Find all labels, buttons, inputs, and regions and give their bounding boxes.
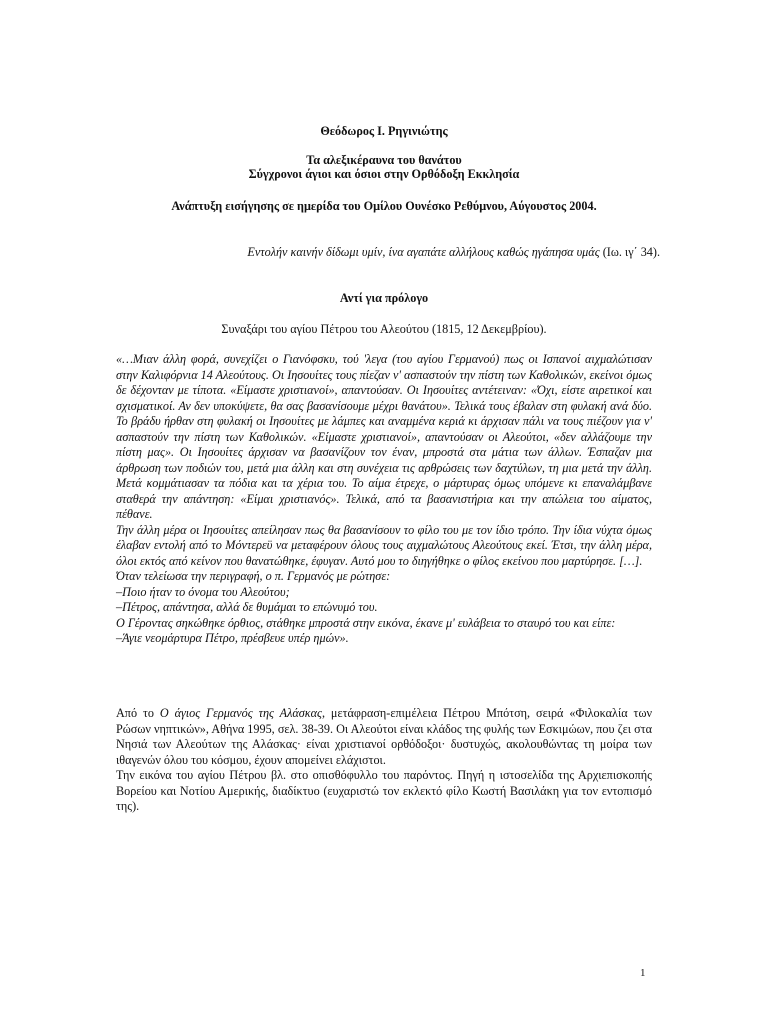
quote-paragraph: Ο Γέροντας σηκώθηκε όρθιος, στάθηκε μπροστά στην εικόνα, έκανε μ' ευλάβεια το σταυρό του και είπε: (116, 615, 616, 630)
source-prefix: Από το (116, 706, 160, 720)
author-name: Θεόδωρος Ι. Ρηγινιώτης (320, 124, 448, 138)
document-title: Τα αλεξικέραυνα του θανάτου (306, 153, 462, 167)
source-book-title: Ο άγιος Γερμανός της Αλάσκας (159, 706, 322, 720)
quote-paragraph: –Ποιο ήταν το όνομα του Αλεούτου; (116, 584, 290, 599)
epigraph-quote: Εντολήν καινήν δίδωμι υμίν, ίνα αγαπάτε αλλήλους καθώς ηγάπησα υμάς (247, 245, 600, 259)
synaxari-line: Συναξάρι του αγίου Πέτρου του Αλεούτου (1815, 12 Δεκεμβρίου). (221, 322, 547, 336)
quote-paragraph: Την άλλη μέρα οι Ιησουίτες απείλησαν πως θα βασανίσουν το φίλο του με τον ίδιο τρόπο. Την ίδια νύχτα όμως έλαβαν εντολή από το Μόντερεϋ να μεταφέρουν όλους τους αιχμαλώτους Αλεούτους εκεί. Έτσι, την άλλη μέρα, όλοι εκτός από κείνον που θανατώθηκε, έφυγαν. Αυτό μου το διηγήθηκε ο φίλος εκείνου που μαρτύρησε. […]. (116, 522, 652, 568)
section-heading: Αντί για πρόλογο (339, 291, 429, 305)
quote-block (116, 352, 652, 647)
quote-paragraph: –Πέτρος, απάντησα, αλλά δε θυμάμαι το επώνυμό του. (116, 600, 378, 614)
source-rest: , μετάφραση-επιμέλεια Πέτρου Μπότση, σειρά «Φιλοκαλία των Ρώσων νηπτικών», Αθήνα 1995, σελ. 38-39. Οι Αλεούτοι είναι κλάδος της φυλής των Εσκιμώων, που ζει στα Νησιά των Αλεούτων της Αλάσκας· είναι χριστιανοί ορθόδοξοι· δυστυχώς, ακολουθώντας τη μοίρα των ιθαγενών όλου του κόσμου, έχουν απομείνει ελάχιστοι. (116, 706, 652, 767)
epigraph (140, 245, 660, 260)
epigraph-reference: (Ιω. ιγ΄ 34). (599, 245, 660, 259)
image-note-paragraph: Την εικόνα του αγίου Πέτρου βλ. στο οπισθόφυλλο του παρόντος. Πηγή η ιστοσελίδα της Αρχιεπισκοπής Βορείου και Νοτίου Αμερικής, διαδίκτυο (ευχαριστώ τον εκλεκτό φίλο Κωστή Βασιλάκη για τον εντοπισμό της). (116, 768, 652, 813)
presentation-note: Ανάπτυξη εισήγησης σε ημερίδα του Ομίλου Ουνέσκο Ρεθύμνου, Αύγουστος 2004. (171, 199, 597, 213)
source-block (116, 706, 652, 815)
page-number: 1 (640, 967, 646, 979)
quote-paragraph: –Άγιε νεομάρτυρα Πέτρο, πρέσβευε υπέρ ημών». (116, 631, 349, 645)
quote-paragraph: Όταν τελείωσα την περιγραφή, ο π. Γερμανός με ρώτησε: (116, 569, 391, 583)
document-subtitle: Σύγχρονοι άγιοι και όσιοι στην Ορθόδοξη Εκκλησία (248, 167, 520, 181)
quote-paragraph: «…Μιαν άλλη φορά, συνεχίζει ο Γιανόφσκυ, τού 'λεγα (του αγίου Γερμανού) πως οι Ισπανοί αιχμαλώτισαν στην Καλιφόρνια 14 Αλεούτους. Οι Ιησουίτες τους πίεζαν ν' ασπαστούν την πίστη των Καθολικών, εκείνοι όμως δε δέχονταν με τίποτα. «Είμαστε χριστιανοί», απαντούσαν. Οι Ιησουίτες αντέτειναν: «Όχι, είστε αιρετικοί και σχισματικοί. Αν δεν υποκύψετε, θα σας βασανίσουμε μέχρι θανάτου». Τελικά τους έβαλαν στη φυλακή ανά δύο. Το βράδυ ήρθαν στη φυλακή οι Ιησουίτες με λάμπες και αναμμένα κεριά κι άρχισαν πάλι να τους πιέζουν για ν' ασπαστούν την πίστη των Καθολικών. «Είμαστε χριστιανοί», απαντούσαν οι Αλεούτοι, «δεν αλλάζουμε την πίστη μας». Οι Ιησουίτες άρχισαν να βασανίζουν τον έναν, μπροστά στα μάτια των άλλων. Έσπαζαν μια άρθρωση των ποδιών του, μετά μια άλλη και στη συνέχεια τις αρθρώσεις των δαχτύλων, τη μια μετά την άλλη. Μετά κομμάτιασαν τα πόδια και τα χέρια του. Το αίμα έτρεχε, ο μάρτυρας όμως υπόμενε κι επαναλάμβανε σταθερά την απάντηση: «Είμαι χριστιανός». Τελικά, από τα βασανιστήρια και την απώλεια του αίματος, πέθανε. (116, 352, 653, 521)
source-paragraph (116, 706, 652, 768)
